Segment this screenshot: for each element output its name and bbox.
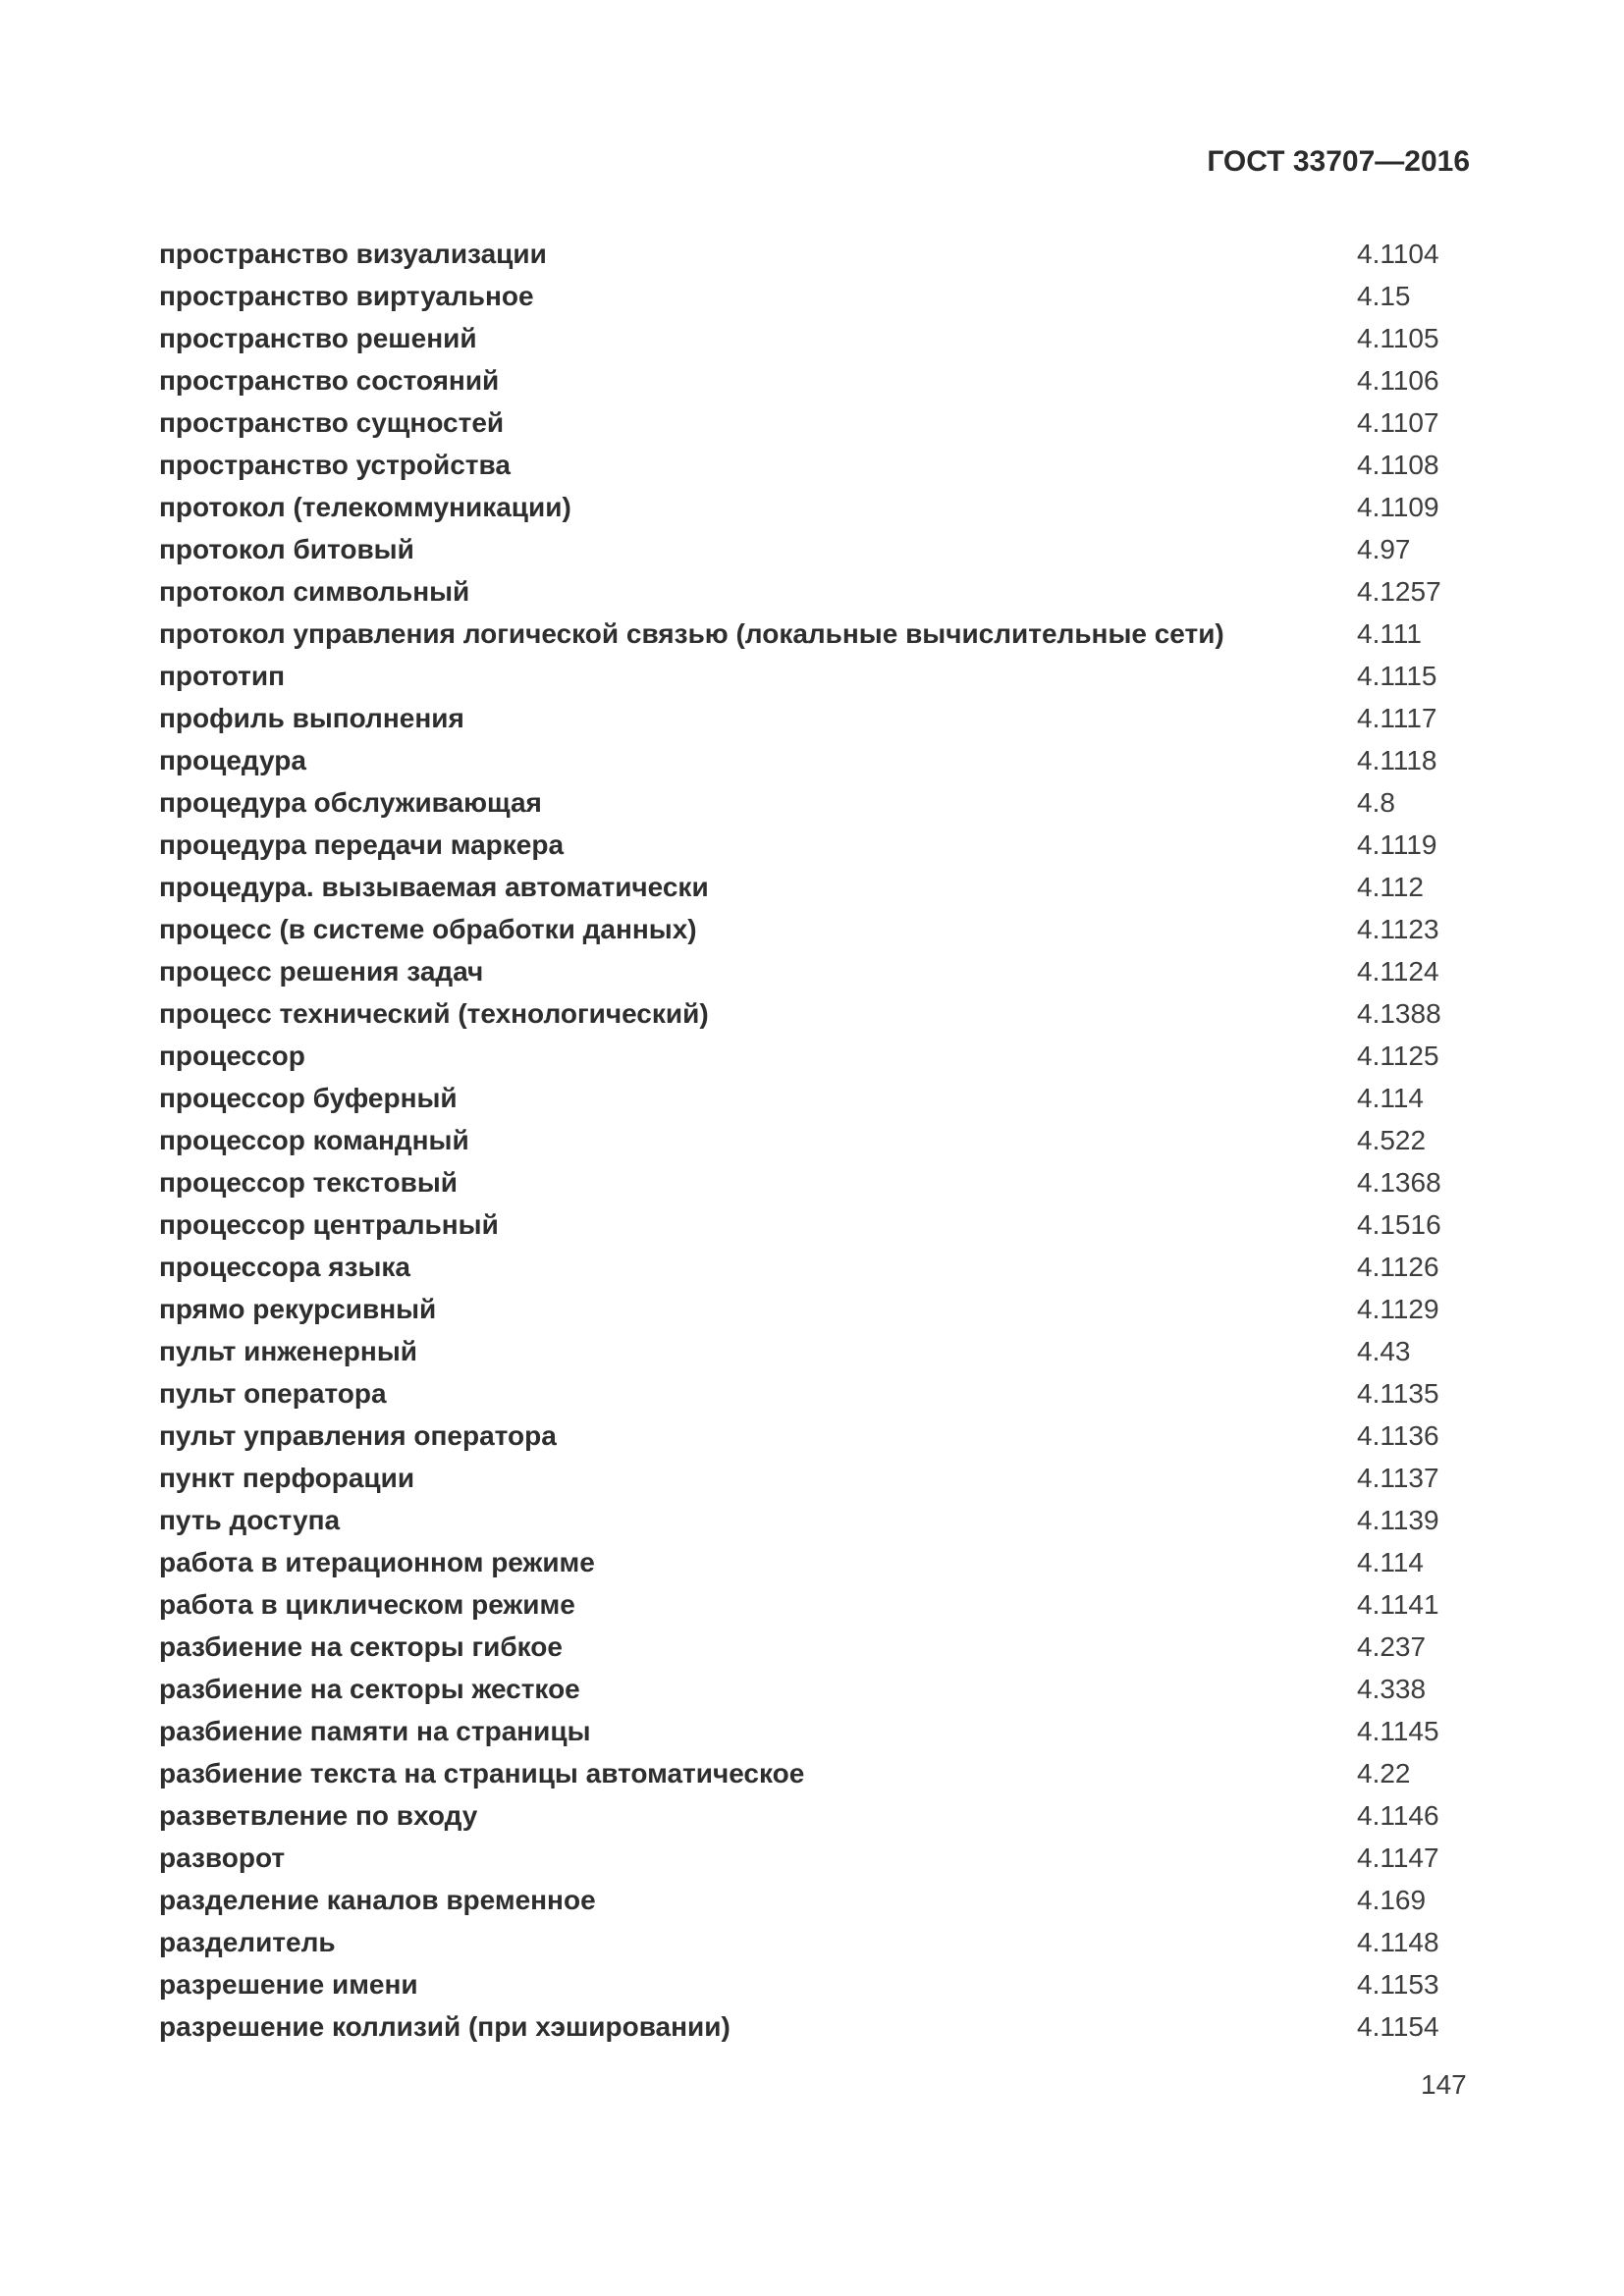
index-term: процессора языка <box>159 1252 410 1282</box>
index-ref-number: 4.237 <box>1357 1631 1427 1662</box>
index-row <box>159 781 1475 824</box>
index-term: разрешение коллизий (при хэшировании) <box>159 2011 731 2042</box>
index-ref-number: 4.1129 <box>1357 1294 1439 1324</box>
index-term: разбиение текста на страницы автоматическое <box>159 1758 805 1789</box>
index-ref-number: 4.1109 <box>1357 492 1439 522</box>
index-row <box>159 486 1475 528</box>
standard-number-header: ГОСТ 33707—2016 <box>1207 145 1470 178</box>
index-term: протокол символьный <box>159 576 470 607</box>
index-ref-number: 4.112 <box>1357 872 1424 902</box>
index-ref-number: 4.1154 <box>1357 2011 1439 2042</box>
index-ref-number: 4.114 <box>1357 1083 1424 1113</box>
index-ref-number: 4.111 <box>1357 618 1422 649</box>
index-term: процессор командный <box>159 1125 469 1155</box>
index-term: процедура обслуживающая <box>159 787 542 818</box>
index-ref-number: 4.1104 <box>1357 239 1439 269</box>
index-ref-number: 4.1145 <box>1357 1716 1439 1746</box>
index-row <box>159 1752 1475 1794</box>
index-row <box>159 1963 1475 2005</box>
index-row <box>159 359 1475 401</box>
index-ref-number: 4.1126 <box>1357 1252 1439 1282</box>
index-ref-number: 4.114 <box>1357 1547 1424 1577</box>
index-row <box>159 1288 1475 1330</box>
index-term: протокол управления логической связью (локальные вычислительные сети) <box>159 618 1224 649</box>
index-ref-number: 4.1153 <box>1357 1969 1439 2000</box>
index-term: разделитель <box>159 1927 336 1957</box>
index-ref-number: 4.1125 <box>1357 1041 1439 1071</box>
index-ref-number: 4.8 <box>1357 787 1395 818</box>
index-term: процессор <box>159 1041 305 1071</box>
index-term: путь доступа <box>159 1505 341 1535</box>
index-row <box>159 950 1475 992</box>
index-term: пространство решений <box>159 323 477 353</box>
index-row <box>159 275 1475 317</box>
index-list <box>159 233 1475 2048</box>
page-number: 147 <box>1421 2069 1467 2100</box>
index-row <box>159 1710 1475 1752</box>
index-row <box>159 1203 1475 1246</box>
index-ref-number: 4.1119 <box>1357 829 1437 860</box>
index-ref-number: 4.1124 <box>1357 956 1439 987</box>
index-term: протокол (телекоммуникации) <box>159 492 571 522</box>
index-term: процессор буферный <box>159 1083 458 1113</box>
index-row <box>159 1077 1475 1119</box>
index-row <box>159 1499 1475 1541</box>
index-ref-number: 4.43 <box>1357 1336 1411 1366</box>
index-ref-number: 4.1148 <box>1357 1927 1439 1957</box>
index-row <box>159 317 1475 359</box>
index-ref-number: 4.169 <box>1357 1885 1427 1915</box>
index-term: пульт оператора <box>159 1378 387 1409</box>
index-row <box>159 866 1475 908</box>
index-ref-number: 4.1147 <box>1357 1842 1439 1873</box>
index-term: разветвление по входу <box>159 1800 478 1831</box>
index-ref-number: 4.15 <box>1357 281 1411 311</box>
index-row <box>159 1541 1475 1583</box>
index-ref-number: 4.1368 <box>1357 1167 1441 1198</box>
index-ref-number: 4.1141 <box>1357 1589 1439 1620</box>
index-term: разворот <box>159 1842 286 1873</box>
index-row <box>159 908 1475 950</box>
index-term: процедура передачи маркера <box>159 829 565 860</box>
index-ref-number: 4.1139 <box>1357 1505 1439 1535</box>
index-row <box>159 613 1475 655</box>
index-row <box>159 992 1475 1035</box>
index-term: разбиение памяти на страницы <box>159 1716 591 1746</box>
index-term: разбиение на секторы жесткое <box>159 1674 580 1704</box>
index-term: пространство визуализации <box>159 239 547 269</box>
index-term: разрешение имени <box>159 1969 418 2000</box>
index-row <box>159 401 1475 444</box>
index-row <box>159 444 1475 486</box>
index-row <box>159 1415 1475 1457</box>
index-ref-number: 4.1516 <box>1357 1209 1441 1240</box>
index-row <box>159 1372 1475 1415</box>
index-row <box>159 1119 1475 1161</box>
index-ref-number: 4.338 <box>1357 1674 1427 1704</box>
index-ref-number: 4.522 <box>1357 1125 1427 1155</box>
index-term: процедура. вызываемая автоматически <box>159 872 709 902</box>
index-row <box>159 1668 1475 1710</box>
index-term: пульт инженерный <box>159 1336 417 1366</box>
index-term: пространство виртуальное <box>159 281 534 311</box>
index-term: разбиение на секторы гибкое <box>159 1631 563 1662</box>
index-row <box>159 1330 1475 1372</box>
index-ref-number: 4.1137 <box>1357 1463 1439 1493</box>
index-ref-number: 4.1135 <box>1357 1378 1439 1409</box>
index-term: процесс (в системе обработки данных) <box>159 914 697 944</box>
index-row <box>159 1035 1475 1077</box>
index-term: пространство сущностей <box>159 407 505 438</box>
index-term: прямо рекурсивный <box>159 1294 437 1324</box>
index-term: пункт перфорации <box>159 1463 415 1493</box>
index-row <box>159 824 1475 866</box>
index-ref-number: 4.1105 <box>1357 323 1439 353</box>
index-term: протокол битовый <box>159 534 414 564</box>
index-term: процесс технический (технологический) <box>159 998 709 1029</box>
index-ref-number: 4.1117 <box>1357 703 1437 733</box>
index-ref-number: 4.1388 <box>1357 998 1441 1029</box>
index-ref-number: 4.1118 <box>1357 745 1437 775</box>
index-term: пульт управления оператора <box>159 1420 557 1451</box>
index-row <box>159 1457 1475 1499</box>
index-row <box>159 2005 1475 2048</box>
index-term: профиль выполнения <box>159 703 464 733</box>
index-term: работа в итерационном режиме <box>159 1547 595 1577</box>
index-term: процесс решения задач <box>159 956 484 987</box>
index-term: пространство устройства <box>159 450 511 480</box>
index-row <box>159 528 1475 570</box>
index-row <box>159 1921 1475 1963</box>
index-term: процедура <box>159 745 306 775</box>
index-ref-number: 4.1123 <box>1357 914 1439 944</box>
index-row <box>159 655 1475 697</box>
index-row <box>159 1626 1475 1668</box>
index-term: прототип <box>159 661 286 691</box>
index-row <box>159 739 1475 781</box>
index-row <box>159 1879 1475 1921</box>
index-term: работа в циклическом режиме <box>159 1589 575 1620</box>
index-term: процессор текстовый <box>159 1167 458 1198</box>
index-row <box>159 697 1475 739</box>
index-row <box>159 233 1475 275</box>
index-ref-number: 4.1136 <box>1357 1420 1439 1451</box>
index-term: разделение каналов временное <box>159 1885 596 1915</box>
index-row <box>159 1583 1475 1626</box>
index-ref-number: 4.1108 <box>1357 450 1439 480</box>
index-row <box>159 1794 1475 1837</box>
index-row <box>159 570 1475 613</box>
index-ref-number: 4.1115 <box>1357 661 1437 691</box>
index-term: процессор центральный <box>159 1209 499 1240</box>
index-ref-number: 4.1107 <box>1357 407 1439 438</box>
index-row <box>159 1837 1475 1879</box>
index-ref-number: 4.97 <box>1357 534 1411 564</box>
index-ref-number: 4.1106 <box>1357 365 1439 396</box>
index-row <box>159 1246 1475 1288</box>
index-ref-number: 4.1146 <box>1357 1800 1439 1831</box>
index-ref-number: 4.1257 <box>1357 576 1441 607</box>
index-term: пространство состояний <box>159 365 500 396</box>
index-ref-number: 4.22 <box>1357 1758 1411 1789</box>
index-row <box>159 1161 1475 1203</box>
